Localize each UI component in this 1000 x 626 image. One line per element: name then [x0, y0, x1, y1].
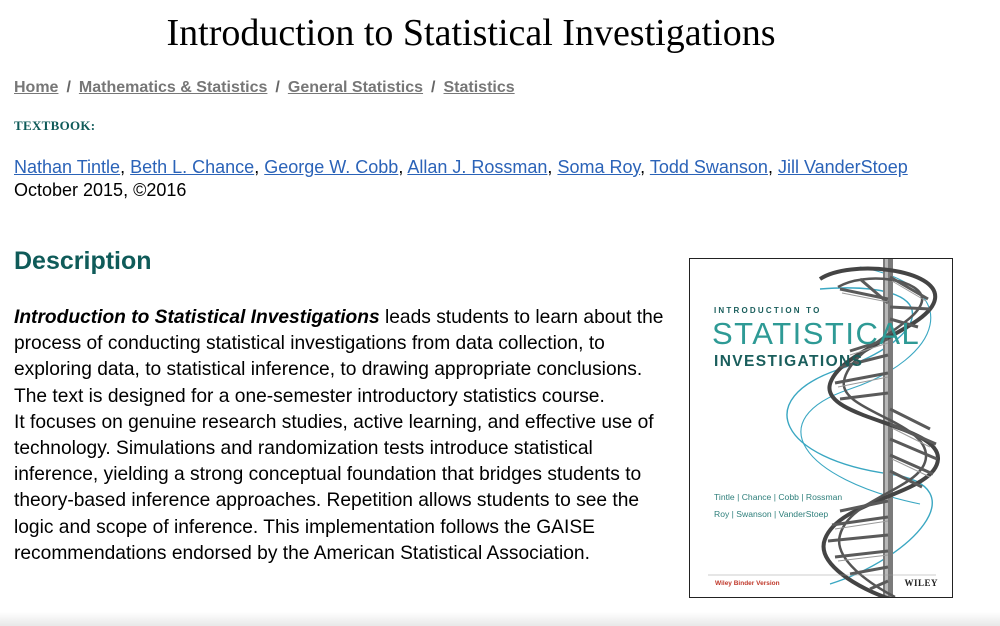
book-title-emphasis: Introduction to Statistical Investigations [14, 307, 380, 328]
author-list [14, 156, 908, 178]
author-separator: , [120, 157, 126, 177]
cover-authors-line: Tintle | Chance | Cobb | Rossman [714, 492, 843, 502]
cover-edition: Wiley Binder Version [715, 580, 780, 587]
textbook-label: TEXTBOOK: [14, 118, 96, 133]
author-link[interactable]: Beth L. Chance [130, 157, 255, 177]
author-link[interactable]: Soma Roy [557, 157, 641, 177]
book-cover-image[interactable] [689, 258, 953, 598]
description-paragraph: It focuses on genuine research studies, active learning, and effective use of technology. Simulations and randomization tests introduce statistical inference, yielding a strong conceptual foundation that bridges students to theory-based inference approaches. Repetition allows students to see the logic and scope of inference. This implementation follows the GAISE recommendations endorsed by the American Statistical Association. [14, 411, 654, 564]
author-link[interactable]: George W. Cobb [264, 157, 399, 177]
breadcrumb-statistics[interactable]: Statistics [443, 79, 515, 96]
author-separator: , [398, 157, 404, 177]
cover-subtitle: INVESTIGATIONS [714, 353, 864, 370]
author-link[interactable]: Jill VanderStoep [777, 157, 908, 177]
description-heading: Description [14, 247, 152, 275]
author-separator: , [640, 157, 646, 177]
publication-date: October 2015, ©2016 [14, 180, 187, 200]
author-link[interactable]: Allan J. Rossman [407, 157, 548, 177]
publisher-logo: WILEY [904, 578, 938, 588]
cover-authors [714, 489, 842, 523]
page-title: Introduction to Statistical Investigations [166, 12, 776, 54]
breadcrumb-separator: / [66, 79, 71, 96]
cover-intro-text: INTRODUCTION TO [714, 306, 822, 315]
breadcrumb-mathematics-statistics[interactable]: Mathematics & Statistics [78, 79, 268, 96]
breadcrumb-home[interactable]: Home [14, 79, 59, 96]
author-link[interactable]: Nathan Tintle [14, 157, 121, 177]
author-separator: , [547, 157, 553, 177]
breadcrumb-general-statistics[interactable]: General Statistics [287, 79, 424, 96]
page-bottom-fade [0, 612, 1000, 626]
description-body [14, 305, 674, 567]
description-text: leads students to learn about the process of conducting statistical investigations from data collection, to exploring data, to statistical inference, to drawing appropriate conclusions. The text is designed for a one-semester introductory statistics course. [14, 307, 664, 407]
author-separator: , [767, 157, 773, 177]
breadcrumb-separator: / [431, 79, 436, 96]
breadcrumb-separator: / [275, 79, 280, 96]
description-paragraph [14, 305, 674, 410]
author-link[interactable]: Todd Swanson [649, 157, 768, 177]
cover-authors-line: Roy | Swanson | VanderStoep [714, 509, 829, 519]
breadcrumb [14, 79, 515, 97]
cover-title: STATISTICAL [712, 316, 921, 351]
author-separator: , [254, 157, 260, 177]
